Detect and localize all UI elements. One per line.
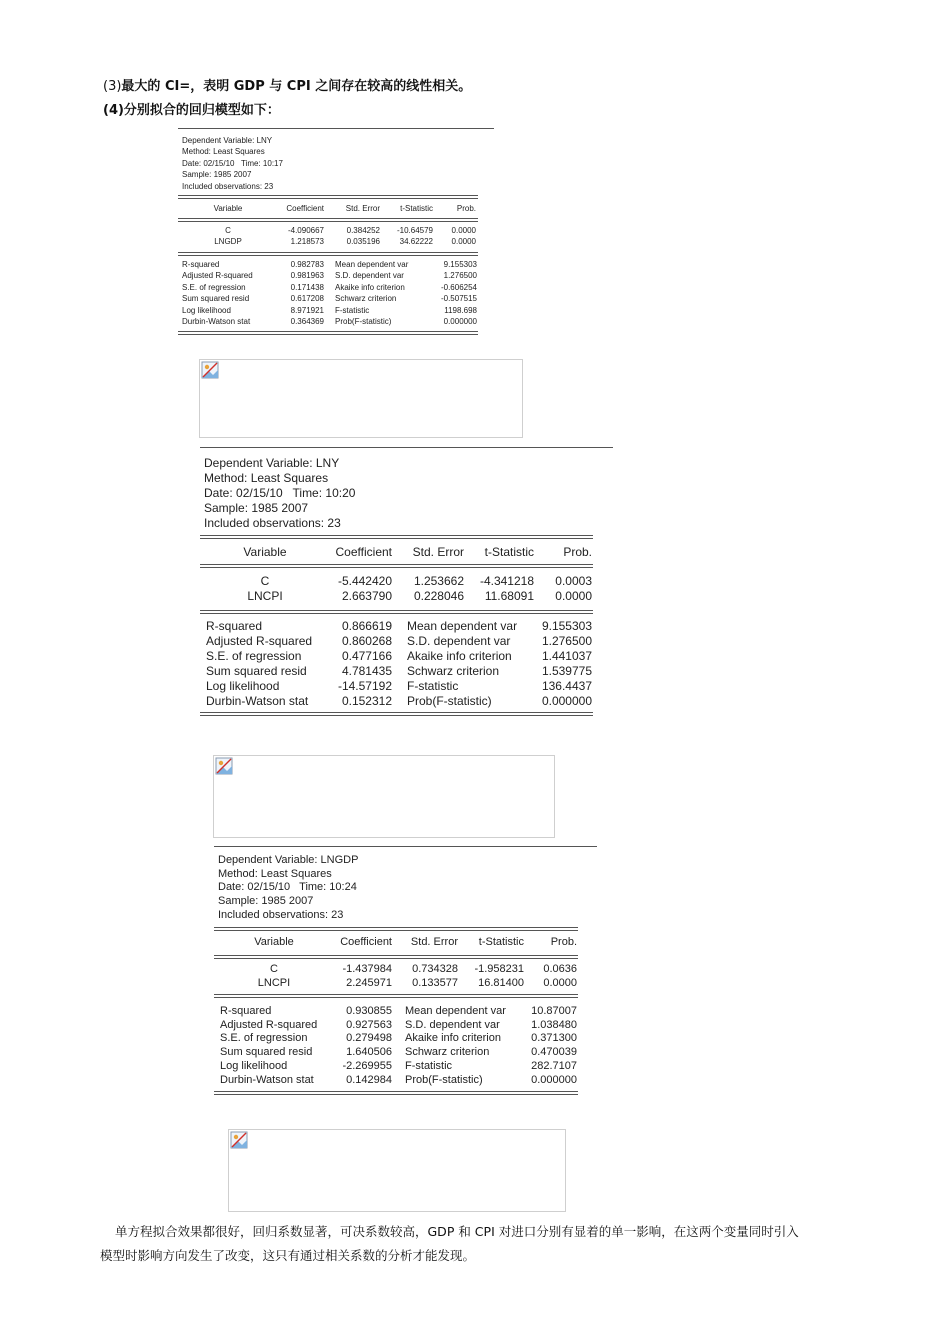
coefficient-cell: 2.663790 <box>341 588 392 603</box>
coefficient-cell: 1.253662 <box>413 574 464 588</box>
stat-label: Schwarz criterion <box>335 294 397 304</box>
column-header: Variable <box>213 204 243 213</box>
stat-value: 0.477166 <box>341 648 392 663</box>
stat-label: Durbin-Watson stat <box>206 693 309 708</box>
stat-label: Mean dependent var <box>335 260 409 269</box>
header-line: Dependent Variable: LNGDP <box>218 854 359 866</box>
stat-value: 10.87007 <box>531 1005 577 1017</box>
stat-value: 0.000000 <box>541 693 592 708</box>
coefficient-cell: 0.228046 <box>413 588 464 603</box>
column-header: Variable <box>254 936 294 948</box>
double-rule <box>178 195 478 199</box>
stat-label: R-squared <box>182 260 220 269</box>
stat-value: 0.860268 <box>341 633 392 648</box>
column-header: Prob. <box>563 545 592 559</box>
regression-output-lngdp-lncpi <box>214 846 597 1098</box>
variable-name: LNGDP <box>214 237 242 247</box>
stat-label: Adjusted R-squared <box>206 633 313 648</box>
stat-value: 9.155303 <box>541 619 592 633</box>
stat-label: Sum squared resid <box>182 294 250 304</box>
stat-value: 0.364369 <box>290 317 324 326</box>
header-line: Method: Least Squares <box>204 470 329 485</box>
column-header: Std. Error <box>412 545 464 559</box>
regression-output-lny-lngdp <box>178 128 494 338</box>
stat-label: F-statistic <box>405 1059 453 1072</box>
coefficient-cell: 0.0003 <box>555 574 592 588</box>
coefficient-cell: 0.0000 <box>451 237 476 247</box>
double-rule <box>200 564 593 568</box>
double-rule <box>214 955 578 959</box>
variable-name: C <box>260 574 270 588</box>
variable-name: C <box>270 963 278 975</box>
intro-line-1-text: 最大的 CI=，表明 GDP 与 CPI 之间存在较高的线性相关。 <box>121 79 472 94</box>
stat-label: Prob(F-statistic) <box>407 693 492 708</box>
coefficient-cell: 0.0000 <box>451 226 476 235</box>
stat-label: Adjusted R-squared <box>220 1018 318 1031</box>
stat-value: -2.269955 <box>342 1059 392 1072</box>
stat-value: 0.930855 <box>346 1005 392 1017</box>
stat-label: Durbin-Watson stat <box>220 1073 314 1086</box>
stat-value: 1.640506 <box>346 1046 392 1059</box>
stat-label: F-statistic <box>407 678 459 693</box>
column-header: Std. Error <box>410 936 458 948</box>
coefficient-cell: 16.81400 <box>478 976 524 989</box>
column-header: Std. Error <box>345 204 380 213</box>
stat-value: -0.606254 <box>440 282 477 292</box>
intro-line-2-text: (4)分别拟合的回归模型如下： <box>103 103 280 118</box>
column-header: Coefficient <box>335 545 392 559</box>
double-rule <box>200 712 593 716</box>
column-header: t-Statistic <box>484 545 534 559</box>
column-header: Prob. <box>456 204 476 213</box>
stat-label: S.D. dependent var <box>335 271 404 281</box>
header-line: Method: Least Squares <box>182 147 265 157</box>
stat-value: 0.142984 <box>346 1073 392 1086</box>
stat-value: 0.000000 <box>531 1073 577 1086</box>
header-line: Date: 02/15/10 Time: 10:24 <box>218 881 357 894</box>
double-rule <box>200 610 593 614</box>
variable-name: C <box>225 226 231 235</box>
coefficient-cell: -10.64579 <box>396 226 433 235</box>
stat-value: 282.7107 <box>531 1059 577 1072</box>
double-rule <box>200 535 593 539</box>
coefficient-cell: 11.68091 <box>484 588 534 603</box>
coefficient-cell: 0.384252 <box>346 226 380 235</box>
stat-value: 1.276500 <box>443 271 477 281</box>
stat-value: 0.279498 <box>346 1032 392 1045</box>
regression-output-lny-lncpi <box>200 447 613 719</box>
broken-image-icon <box>215 757 233 775</box>
image-placeholder-1 <box>199 359 523 438</box>
stat-value: 0.371300 <box>531 1032 577 1045</box>
table-top-rule <box>178 128 494 129</box>
double-rule <box>214 994 578 998</box>
broken-image-icon <box>230 1131 248 1149</box>
stat-label: Log likelihood <box>182 305 231 315</box>
stat-label: Adjusted R-squared <box>182 271 253 281</box>
column-header: Coefficient <box>340 936 392 948</box>
coefficient-cell: -1.437984 <box>342 963 392 975</box>
stat-value: 1.441037 <box>541 648 592 663</box>
stat-label: R-squared <box>220 1005 272 1017</box>
stat-label: Log likelihood <box>220 1059 288 1072</box>
stat-value: -0.507515 <box>440 294 477 304</box>
stat-label: R-squared <box>206 619 263 633</box>
header-line: Sample: 1985 2007 <box>218 895 314 908</box>
coefficient-cell: 0.133577 <box>412 976 458 989</box>
coefficient-cell: -5.442420 <box>337 574 392 588</box>
coefficient-cell: 0.734328 <box>412 963 458 975</box>
variable-name: LNCPI <box>247 588 283 603</box>
image-placeholder-3 <box>228 1129 566 1212</box>
stat-label: Akaike info criterion <box>407 648 512 663</box>
stat-value: 0.617208 <box>290 294 324 304</box>
stat-value: 1.539775 <box>541 663 592 678</box>
header-line: Date: 02/15/10 Time: 10:20 <box>204 485 356 500</box>
stat-value: 0.927563 <box>346 1018 392 1031</box>
column-header: Prob. <box>550 936 577 948</box>
intro-prefix: (3) <box>103 79 122 94</box>
coefficient-cell: -1.958231 <box>474 963 524 975</box>
coefficient-cell: 1.218573 <box>290 237 324 247</box>
stat-label: S.D. dependent var <box>407 633 511 648</box>
stat-value: 0.171438 <box>290 282 324 292</box>
intro-line-1 <box>103 77 471 97</box>
stat-label: Durbin-Watson stat <box>182 317 251 326</box>
stat-value: 136.4437 <box>541 678 592 693</box>
stat-value: 1198.698 <box>444 305 477 315</box>
stat-value: 0.981963 <box>290 271 324 281</box>
stat-label: S.D. dependent var <box>405 1018 500 1031</box>
stat-value: 0.866619 <box>341 619 392 633</box>
coefficient-cell: 2.245971 <box>346 976 392 989</box>
header-line: Included observations: 23 <box>204 515 341 530</box>
stat-label: Akaike info criterion <box>405 1032 501 1045</box>
stat-label: Schwarz criterion <box>405 1046 490 1059</box>
double-rule <box>214 1091 578 1095</box>
table-top-rule <box>214 846 597 847</box>
stat-value: 1.038480 <box>531 1018 577 1031</box>
stat-value: 0.152312 <box>341 693 392 708</box>
conclusion-line-2: 模型时影响方向发生了改变，这只有通过相关系数的分析才能发现。 <box>100 1248 476 1263</box>
header-line: Included observations: 23 <box>182 181 274 191</box>
stat-label: Schwarz criterion <box>407 663 500 678</box>
stat-value: 4.781435 <box>341 663 392 678</box>
coefficient-cell: 0.035196 <box>346 237 380 247</box>
stat-value: 9.155303 <box>443 260 477 269</box>
stat-label: Akaike info criterion <box>335 282 405 292</box>
coefficient-cell: 0.0636 <box>543 963 577 975</box>
double-rule <box>214 927 578 931</box>
header-line: Sample: 1985 2007 <box>182 170 252 180</box>
column-header: Variable <box>243 545 287 559</box>
column-header: t-Statistic <box>400 204 433 213</box>
stat-label: S.E. of regression <box>182 282 246 292</box>
image-placeholder-2 <box>213 755 555 838</box>
coefficient-cell: -4.341218 <box>479 574 534 588</box>
variable-name: LNCPI <box>257 976 291 989</box>
broken-image-icon <box>201 361 219 379</box>
stat-label: Prob(F-statistic) <box>405 1073 483 1086</box>
header-line: Date: 02/15/10 Time: 10:17 <box>182 158 283 168</box>
header-line: Method: Least Squares <box>218 867 332 880</box>
header-line: Sample: 1985 2007 <box>204 500 309 515</box>
stat-value: 0.000000 <box>443 317 477 326</box>
stat-label: Prob(F-statistic) <box>335 317 392 326</box>
coefficient-cell: 0.0000 <box>555 588 592 603</box>
stat-label: Sum squared resid <box>206 663 307 678</box>
double-rule <box>178 218 478 222</box>
double-rule <box>178 252 478 256</box>
header-line: Dependent Variable: LNY <box>182 136 273 145</box>
intro-line-2 <box>103 101 280 121</box>
stat-label: Sum squared resid <box>220 1046 313 1059</box>
stat-value: -14.57192 <box>337 678 392 693</box>
header-line: Dependent Variable: LNY <box>204 456 340 470</box>
stat-value: 1.276500 <box>541 633 592 648</box>
coefficient-cell: 34.62222 <box>399 237 433 247</box>
header-line: Included observations: 23 <box>218 908 344 921</box>
conclusion-line-1: 单方程拟合效果都很好，回归系数显著，可决系数较高，GDP 和 CPI 对进口分别有显着的单一影响，在这两个变量同时引入 <box>115 1224 799 1239</box>
coefficient-cell: 0.0000 <box>543 976 577 989</box>
column-header: t-Statistic <box>478 936 524 948</box>
stat-value: 0.982783 <box>290 260 324 269</box>
table-top-rule <box>200 447 613 448</box>
column-header: Coefficient <box>286 204 324 213</box>
stat-label: S.E. of regression <box>220 1032 308 1045</box>
stat-label: F-statistic <box>335 305 370 315</box>
coefficient-cell: -4.090667 <box>287 226 324 235</box>
stat-value: 8.971921 <box>290 305 324 315</box>
stat-value: 0.470039 <box>531 1046 577 1059</box>
double-rule <box>178 331 478 335</box>
stat-label: S.E. of regression <box>206 648 302 663</box>
stat-label: Mean dependent var <box>405 1005 506 1017</box>
stat-label: Mean dependent var <box>407 619 518 633</box>
stat-label: Log likelihood <box>206 678 280 693</box>
